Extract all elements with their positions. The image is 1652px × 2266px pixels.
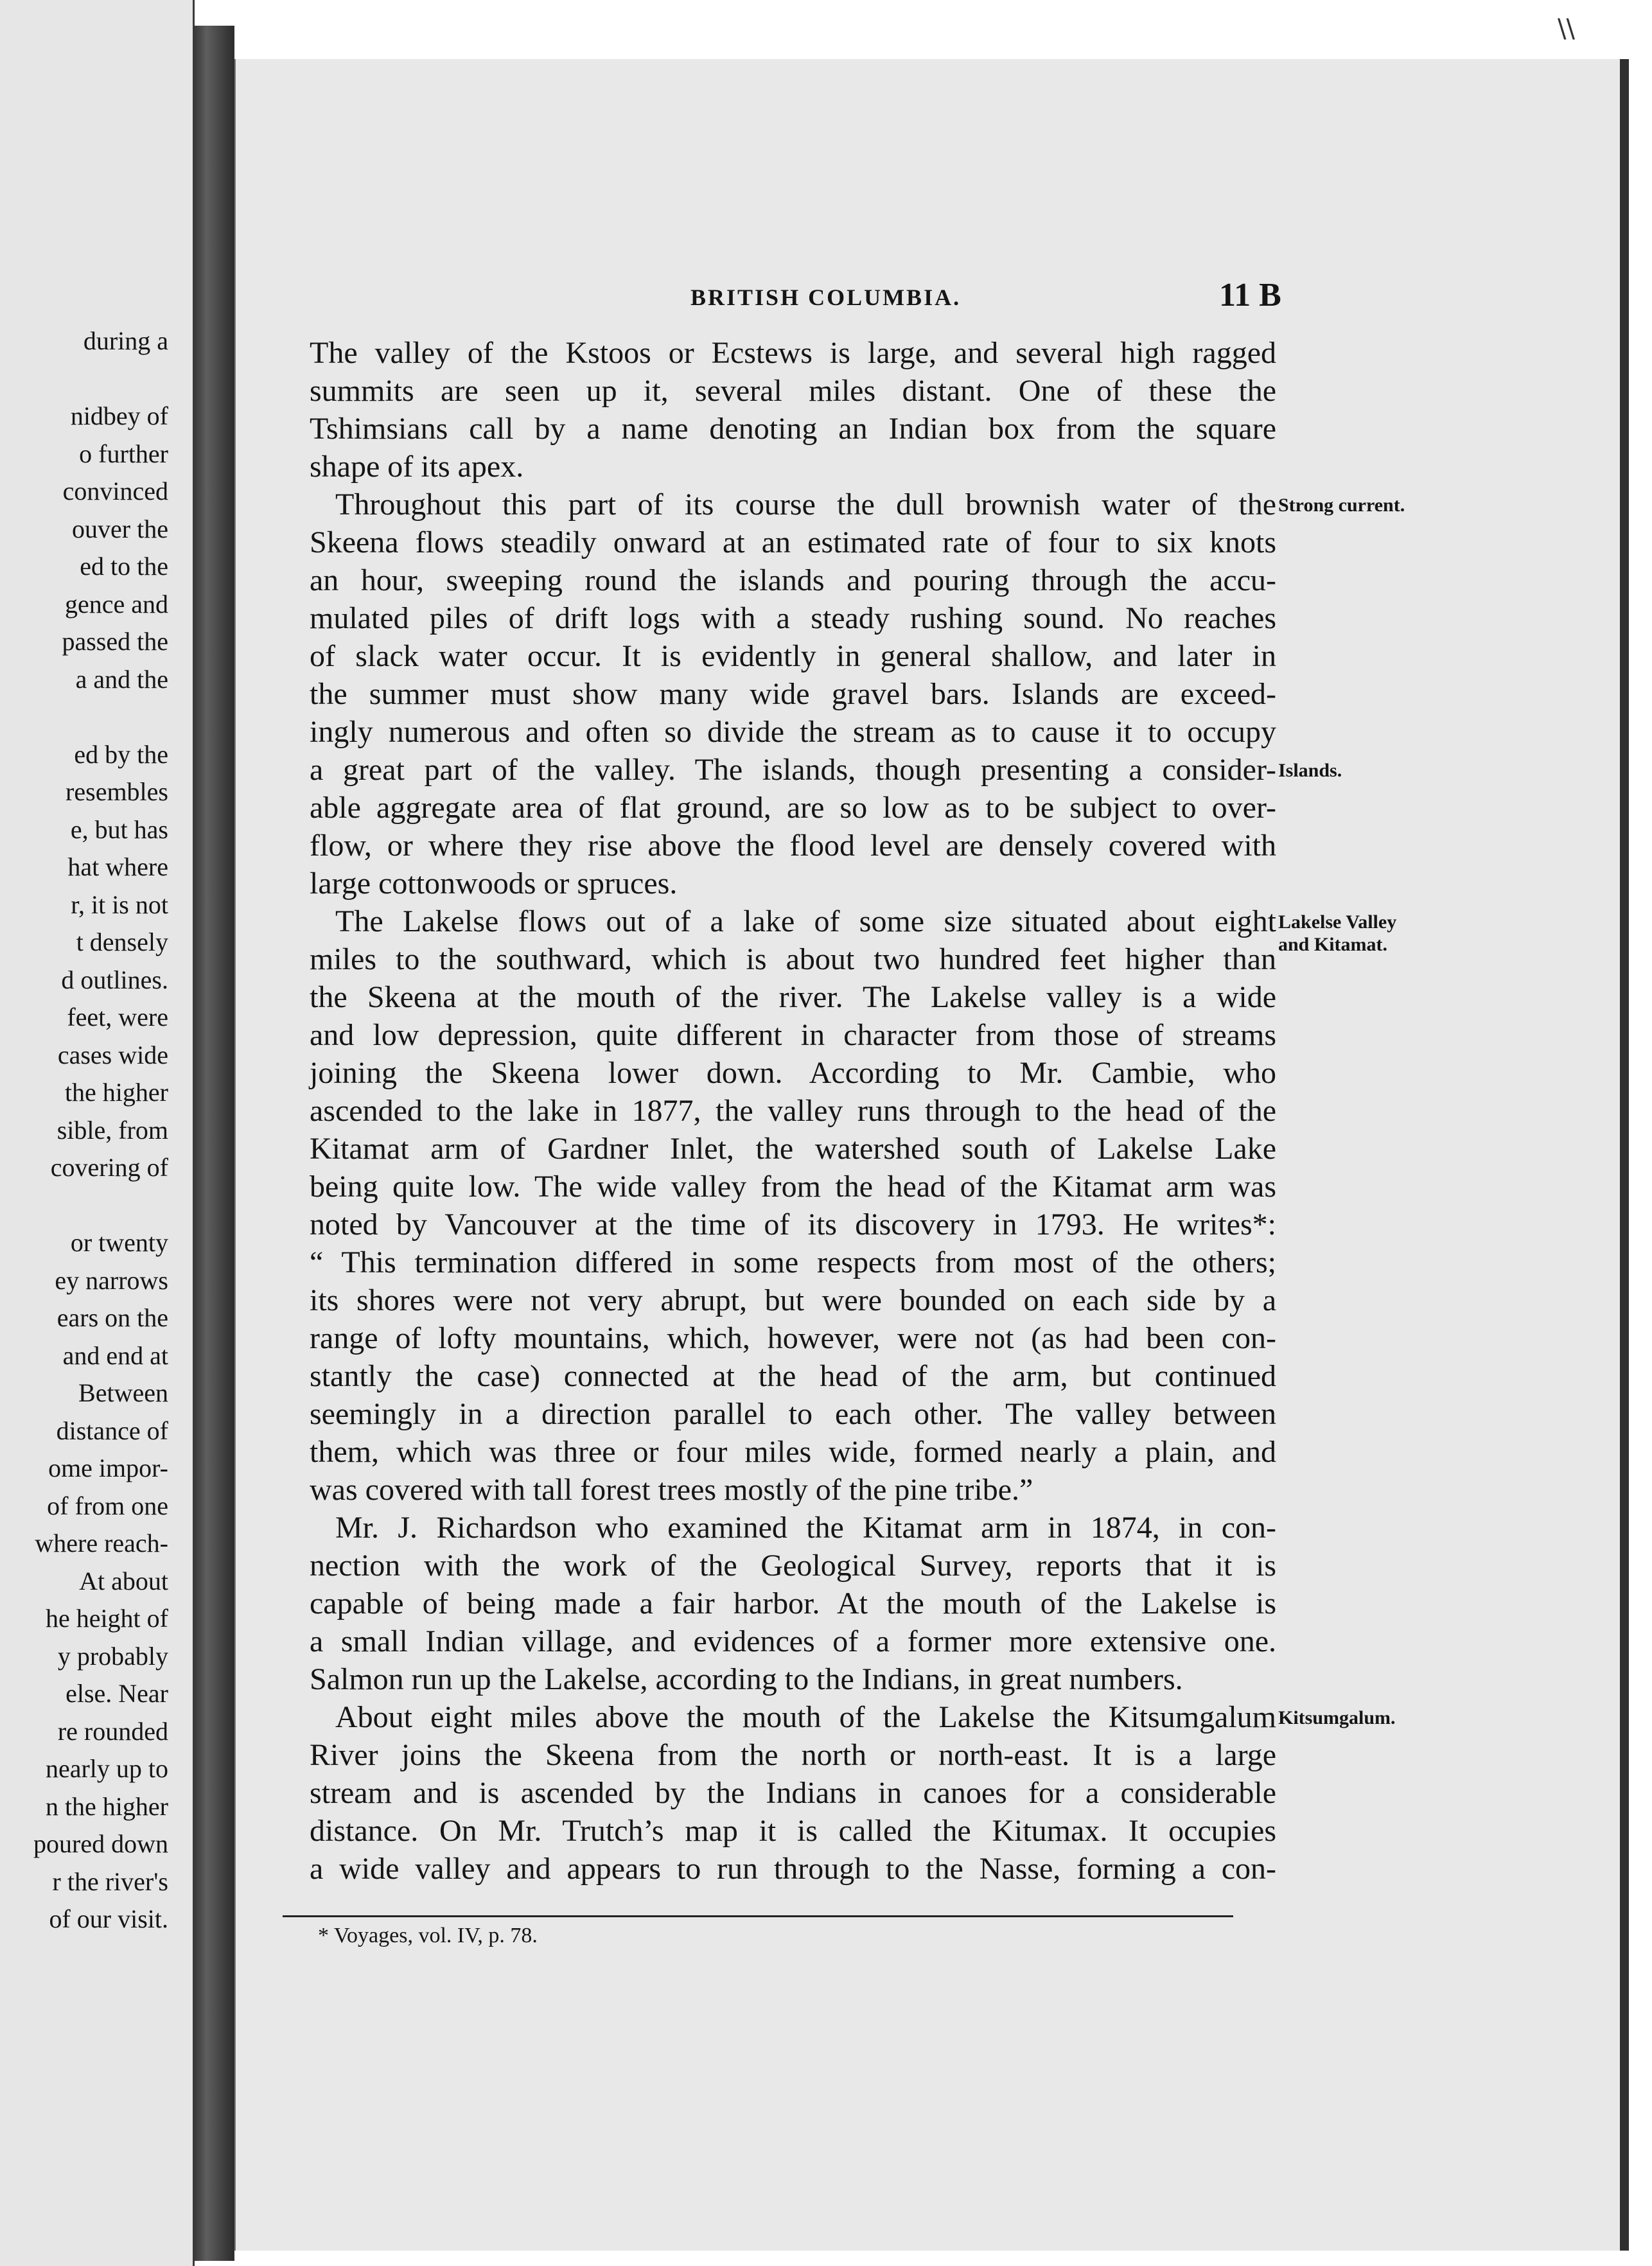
text-line: stantly the case) connected at the head of the arm, but continued [310,1359,1276,1393]
text-line: them, which was three or four miles wide, formed nearly a plain, and [310,1435,1276,1469]
left-fragment-line: re rounded [57,1716,168,1746]
left-fragment-line: where reach- [35,1529,168,1558]
running-title: BRITISH COLUMBIA. [690,285,962,310]
text-line: the summer must show many wide gravel bars. Islands are exceed- [310,677,1276,711]
text-line: its shores were not very abrupt, but were bounded on each side by a [310,1283,1276,1317]
text-line: Salmon run up the Lakelse, according to the Indians, in great numbers. [310,1662,1183,1696]
text-line: being quite low. The wide valley from the head of the Kitamat arm was [310,1170,1276,1204]
left-fragment-line: nearly up to [45,1754,168,1783]
left-fragment-line: or twenty [70,1228,168,1257]
text-line: stream and is ascended by the Indians in canoes for a considerable [310,1776,1276,1810]
left-fragment-line: else. Near [66,1679,168,1708]
text-line: Mr. J. Richardson who examined the Kitamat arm in 1874, in con- [335,1511,1276,1545]
book-gutter [195,26,234,2261]
page-number: 11 B [1219,277,1281,313]
left-fragment-line: during a [83,326,168,355]
left-fragment-line: feet, were [67,1003,168,1032]
margin-note: Kitsumgalum. [1278,1707,1396,1728]
left-fragment-line: ouver the [72,514,168,543]
text-line: “ This termination differed in some respects from most of the others; [310,1245,1276,1279]
text-line: seemingly in a direction parallel to each other. The valley between [310,1397,1276,1431]
text-line: ascended to the lake in 1877, the valley runs through to the head of the [310,1094,1276,1128]
text-line: River joins the Skeena from the north or north-east. It is a large [310,1738,1276,1772]
left-fragment-line: ed by the [74,739,168,769]
text-line: capable of being made a fair harbor. At the mouth of the Lakelse is [310,1586,1276,1620]
left-fragment-line: ed to the [80,552,168,581]
left-fragment-line: distance of [56,1416,168,1445]
left-fragment-line: ey narrows [55,1265,168,1295]
corner-marks: \\ [1558,14,1575,44]
left-fragment-line: d outlines. [61,965,168,994]
footnote-rule [283,1915,1233,1917]
margin-note: Islands. [1278,760,1342,781]
left-fragment-line: ome impor- [48,1454,168,1482]
left-fragment-line: hat where [67,852,168,881]
left-fragment-line: n the higher [45,1791,168,1821]
text-line: shape of its apex. [310,450,524,484]
left-fragment-line: poured down [33,1829,168,1858]
text-line: mulated piles of drift logs with a steady rushing sound. No reaches [310,601,1276,635]
left-fragment-line: and end at [62,1340,168,1370]
left-fragment-line: gence and [64,589,168,619]
text-line: Skeena flows steadily onward at an estimated rate of four to six knots [310,525,1276,559]
left-fragment-line: convinced [62,477,168,505]
page-edge [1620,59,1629,2251]
text-line: large cottonwoods or spruces. [310,866,678,900]
text-line: a great part of the valley. The islands, though presenting a consider- [310,753,1276,787]
left-fragment-line: ears on the [57,1303,168,1332]
text-line: a small Indian village, and evidences of a former more extensive one. [310,1624,1276,1658]
text-line: and low depression, quite different in character from those of streams [310,1018,1276,1052]
left-fragment-line: nidbey of [70,401,168,430]
text-line: joining the Skeena lower down. According to Mr. Cambie, who [310,1056,1276,1090]
left-fragment-line: of from one [47,1491,168,1520]
left-fragment-line: t densely [76,927,168,956]
left-fragment-line: covering of [50,1153,168,1182]
text-line: the Skeena at the mouth of the river. The Lakelse valley is a wide [310,980,1276,1014]
left-fragment-line: a and the [75,664,168,694]
footnote: * Voyages, vol. IV, p. 78. [318,1924,538,1947]
left-fragment-line: resembles [66,777,168,806]
text-line: a wide valley and appears to run through to the Nasse, forming a con- [310,1852,1276,1886]
text-line: flow, or where they rise above the flood level are densely covered with [310,829,1276,863]
text-line: of slack water occur. It is evidently in general shallow, and later in [310,639,1276,673]
text-line: ingly numerous and often so divide the stream as to cause it to occupy [310,715,1276,749]
text-line: Tshimsians call by a name denoting an Indian box from the square [310,412,1276,446]
left-fragment-line: o further [79,439,168,468]
left-fragment-line: sible, from [57,1115,168,1145]
text-line: able aggregate area of flat ground, are so low as to be subject to over- [310,791,1276,825]
text-line: Throughout this part of its course the dull brownish water of the [335,487,1276,522]
text-line: an hour, sweeping round the islands and pouring through the accu- [310,563,1276,597]
left-fragment-line: r, it is not [71,890,168,919]
margin-note: and Kitamat. [1278,934,1388,956]
left-fragment-line: he height of [45,1604,168,1633]
text-line: range of lofty mountains, which, however, were not (as had been con- [310,1321,1276,1355]
margin-note: Strong current. [1278,495,1405,516]
text-line: Kitamat arm of Gardner Inlet, the watershed south of Lakelse Lake [310,1132,1276,1166]
text-line: summits are seen up it, several miles distant. One of these the [310,374,1276,408]
text-line: About eight miles above the mouth of the Lakelse the Kitsumgalum [335,1700,1276,1734]
left-fragment-line: y probably [57,1641,168,1671]
left-fragment-line: r the river's [52,1866,168,1896]
text-line: was covered with tall forest trees mostly of the pine tribe.” [310,1473,1033,1507]
left-fragment-line: e, but has [70,814,168,844]
text-line: nection with the work of the Geological Survey, reports that it is [310,1549,1276,1583]
text-line: The Lakelse flows out of a lake of some size situated about eight [335,904,1276,938]
left-fragment-line: of our visit. [49,1904,168,1933]
left-fragment-line: At about [79,1566,168,1595]
left-fragment-line: passed the [62,627,168,656]
left-fragment-line: cases wide [57,1040,168,1069]
left-fragment-line: the higher [64,1078,168,1107]
text-line: The valley of the Kstoos or Ecstews is large, and several high ragged [310,336,1276,370]
left-page-fragment [0,0,195,2266]
left-fragment-line: Between [78,1378,168,1407]
margin-note: Lakelse Valley [1278,911,1397,933]
text-line: miles to the southward, which is about two hundred feet higher than [310,942,1276,976]
text-line: distance. On Mr. Trutch’s map it is called the Kitumax. It occupies [310,1814,1276,1848]
text-line: noted by Vancouver at the time of its discovery in 1793. He writes*: [310,1208,1276,1242]
